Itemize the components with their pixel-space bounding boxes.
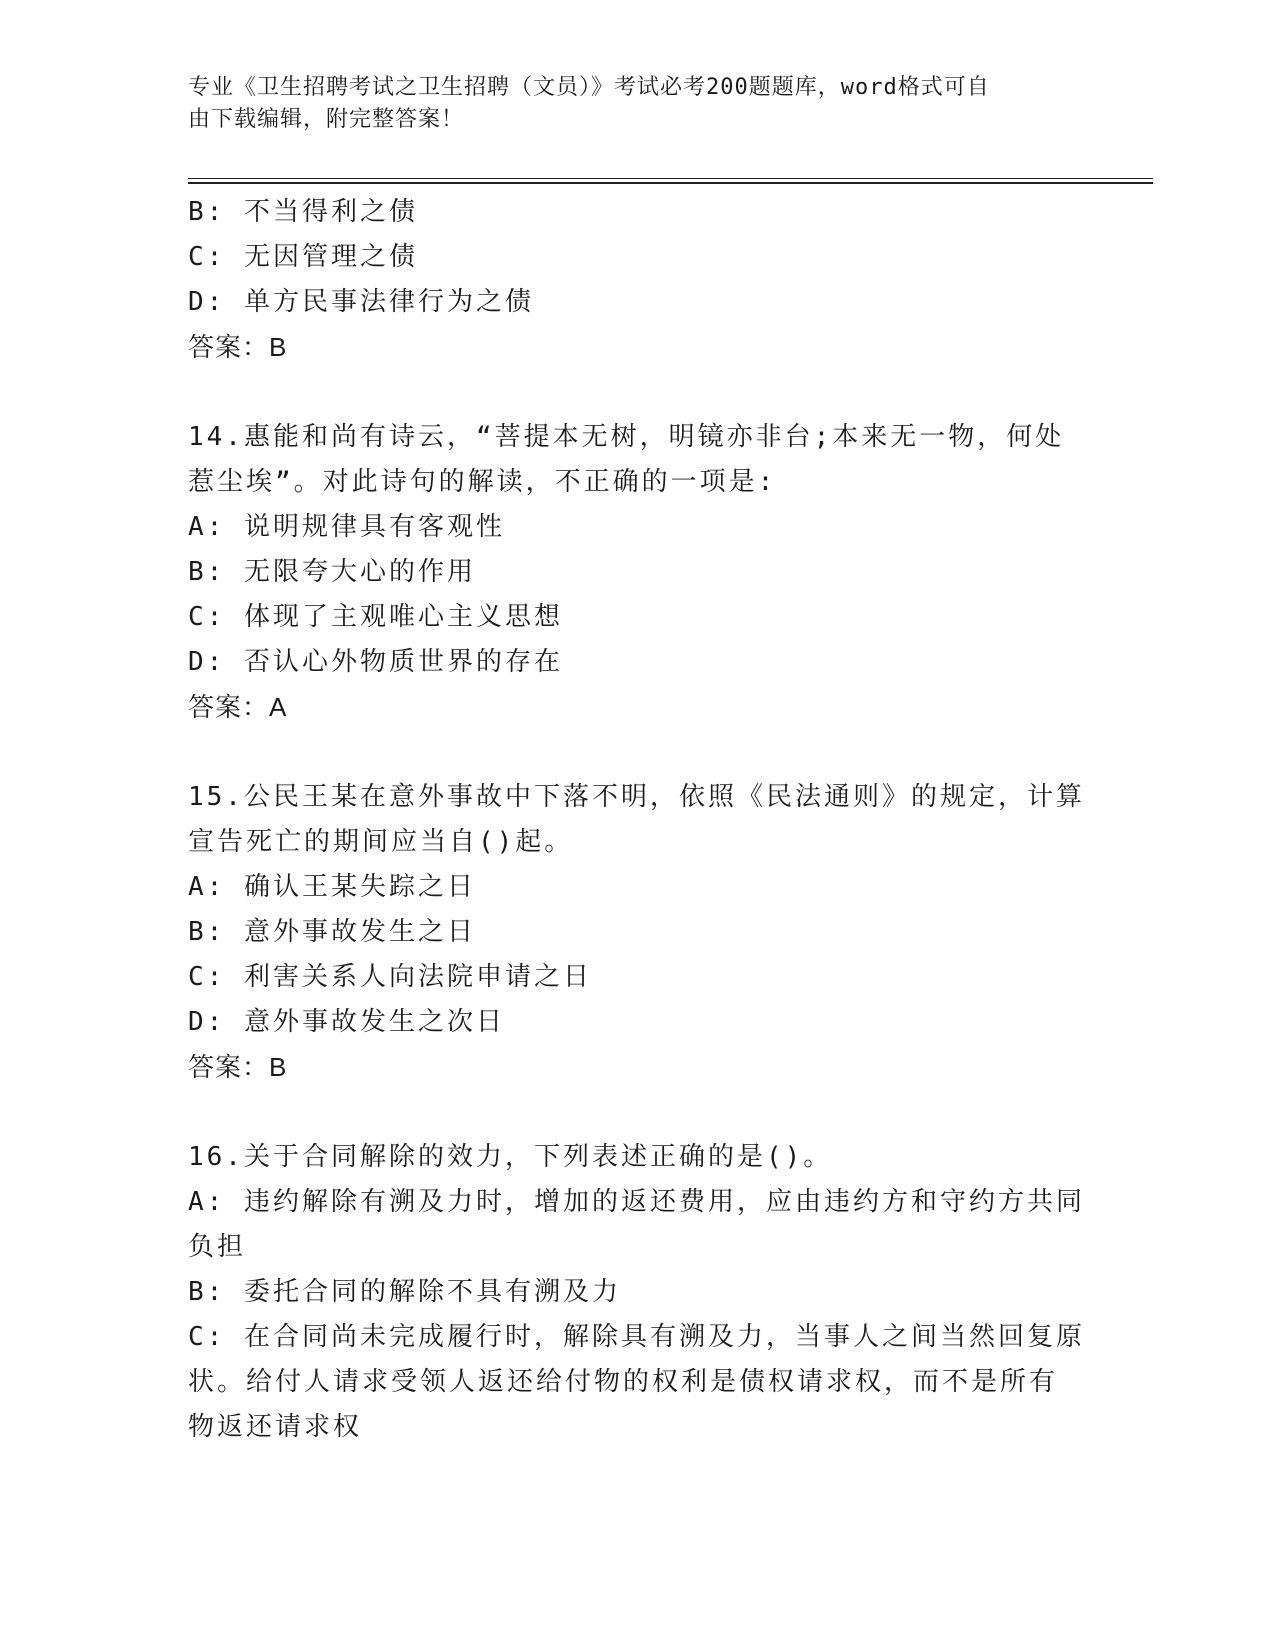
question-13-tail <box>188 190 1088 370</box>
q14-option-a: A: 说明规律具有客观性 <box>188 512 505 542</box>
q14-option-d: D: 否认心外物质世界的存在 <box>188 647 563 677</box>
question-16 <box>188 1135 1088 1450</box>
q16-option-c-line-2: 状。给付人请求受领人返还给付物的权利是债权请求权，而不是所有 <box>188 1367 1059 1397</box>
q15-stem-line-1: 15.公民王某在意外事故中下落不明，依照《民法通则》的规定，计算 <box>188 782 1085 812</box>
header-line-2: 由下载编辑，附完整答案！ <box>188 107 465 132</box>
q16-option-c-line-1: C: 在合同尚未完成履行时，解除具有溯及力，当事人之间当然回复原 <box>188 1322 1085 1352</box>
q15-stem-line-2: 宣告死亡的期间应当自()起。 <box>188 827 574 857</box>
header-divider-thin <box>188 178 1153 179</box>
question-15 <box>188 775 1088 1090</box>
q14-stem-line-1: 14.惠能和尚有诗云，“菩提本无树，明镜亦非台;本来无一物，何处 <box>188 422 1065 452</box>
q16-stem: 16.关于合同解除的效力，下列表述正确的是()。 <box>188 1142 833 1172</box>
document-header <box>188 72 1088 136</box>
q13-option-b: B: 不当得利之债 <box>188 197 418 227</box>
q15-option-c: C: 利害关系人向法院申请之日 <box>188 962 592 992</box>
q16-option-c-line-3: 物返还请求权 <box>188 1412 363 1442</box>
q14-stem-line-2: 惹尘埃”。对此诗句的解读，不正确的一项是: <box>188 467 777 497</box>
q14-option-b: B: 无限夸大心的作用 <box>188 557 476 587</box>
document-body <box>188 190 1088 1450</box>
question-14 <box>188 415 1088 730</box>
q15-answer: 答案：B <box>188 1052 288 1082</box>
q13-option-d: D: 单方民事法律行为之债 <box>188 287 534 317</box>
q15-option-d: D: 意外事故发生之次日 <box>188 1007 505 1037</box>
q15-option-b: B: 意外事故发生之日 <box>188 917 476 947</box>
q14-option-c: C: 体现了主观唯心主义思想 <box>188 602 563 632</box>
spacer <box>188 370 1088 415</box>
q15-option-a: A: 确认王某失踪之日 <box>188 872 476 902</box>
q13-answer: 答案：B <box>188 332 288 362</box>
q14-answer: 答案：A <box>188 692 288 722</box>
spacer <box>188 730 1088 775</box>
q13-option-c: C: 无因管理之债 <box>188 242 418 272</box>
q16-option-b: B: 委托合同的解除不具有溯及力 <box>188 1277 621 1307</box>
q16-option-a-line-1: A: 违约解除有溯及力时，增加的返还费用，应由违约方和守约方共同 <box>188 1187 1085 1217</box>
spacer <box>188 1090 1088 1135</box>
header-divider-thick <box>188 182 1153 184</box>
q16-option-a-line-2: 负担 <box>188 1232 247 1262</box>
header-line-1: 专业《卫生招聘考试之卫生招聘（文员）》考试必考200题题库，word格式可自 <box>188 75 990 100</box>
